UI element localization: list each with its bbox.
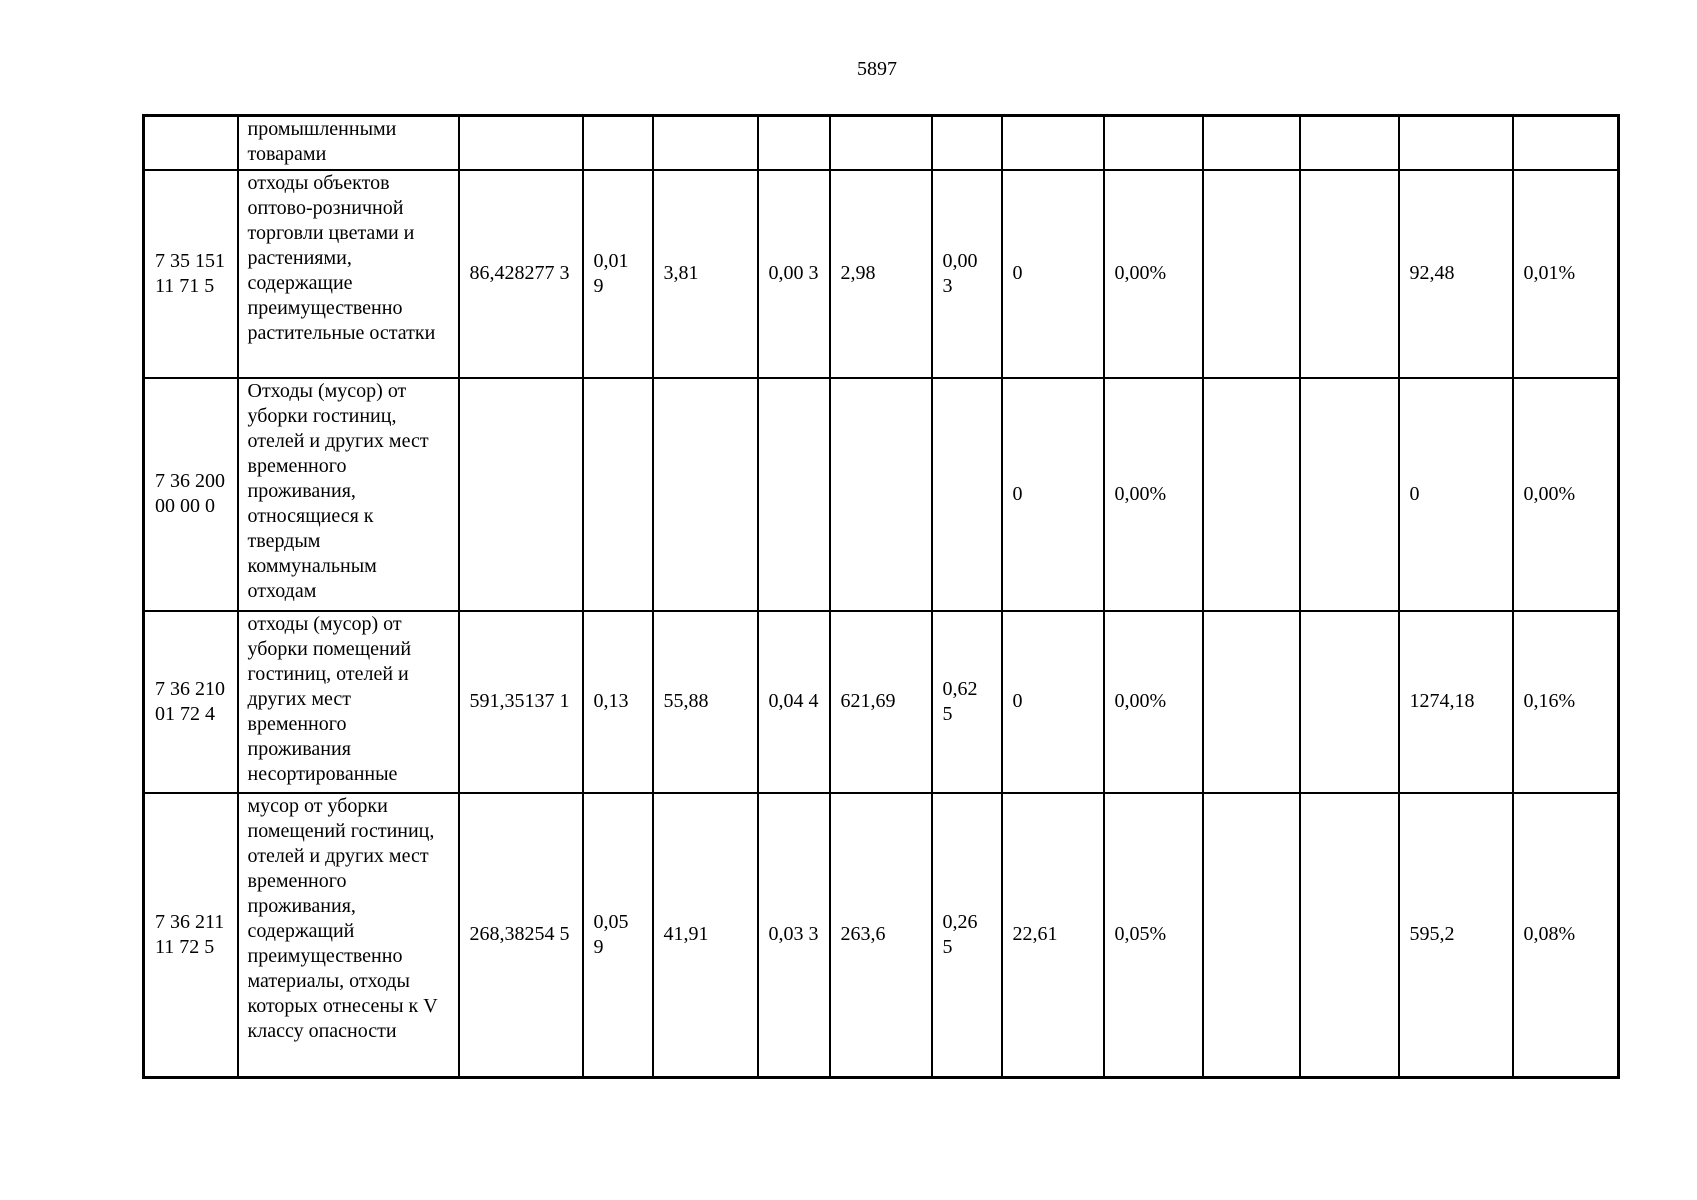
value-cell [1300, 611, 1399, 793]
value-cell [583, 378, 653, 611]
value-cell: 591,35137 1 [459, 611, 583, 793]
value-cell: 92,48 [1399, 170, 1513, 378]
value-cell: 0,05 9 [583, 793, 653, 1078]
value-cell [653, 116, 758, 170]
value-cell: 0,08% [1513, 793, 1619, 1078]
value-cell [758, 116, 830, 170]
waste-name-cell: отходы (мусор) от уборки помещений гостиниц, отелей и других мест временного проживания несортированные [238, 611, 459, 793]
value-cell: 0,00 3 [758, 170, 830, 378]
value-cell: 268,38254 5 [459, 793, 583, 1078]
value-cell [1203, 793, 1300, 1078]
waste-name-cell: мусор от уборки помещений гостиниц, отелей и других мест временного проживания, содержащий преимущественно материалы, отходы которых отнесены к V классу опасности [238, 793, 459, 1078]
value-cell: 0,16% [1513, 611, 1619, 793]
value-cell [1513, 116, 1619, 170]
value-cell [1104, 116, 1203, 170]
waste-code-cell: 7 36 200 00 00 0 [144, 378, 238, 611]
value-cell: 0,04 4 [758, 611, 830, 793]
value-cell: 0,01% [1513, 170, 1619, 378]
table-row [144, 611, 1619, 793]
value-cell: 22,61 [1002, 793, 1104, 1078]
value-cell [758, 378, 830, 611]
table-row [144, 116, 1619, 170]
waste-name-cell: промышленными товарами [238, 116, 459, 170]
waste-code-cell: 7 36 211 11 72 5 [144, 793, 238, 1078]
value-cell [1203, 611, 1300, 793]
value-cell [1399, 116, 1513, 170]
waste-name-cell: Отходы (мусор) от уборки гостиниц, отелей и других мест временного проживания, относящиеся к твердым коммунальным отходам [238, 378, 459, 611]
value-cell [932, 116, 1002, 170]
value-cell: 621,69 [830, 611, 932, 793]
value-cell: 0,00% [1104, 611, 1203, 793]
value-cell: 55,88 [653, 611, 758, 793]
value-cell [1300, 170, 1399, 378]
value-cell: 0,00% [1104, 170, 1203, 378]
value-cell: 86,428277 3 [459, 170, 583, 378]
value-cell: 0,01 9 [583, 170, 653, 378]
value-cell [459, 116, 583, 170]
value-cell: 0,13 [583, 611, 653, 793]
table-row [144, 378, 1619, 611]
page-number: 5897 [857, 58, 897, 80]
waste-code-cell [144, 116, 238, 170]
table-row [144, 793, 1619, 1078]
value-cell: 2,98 [830, 170, 932, 378]
value-cell [459, 378, 583, 611]
value-cell: 0 [1399, 378, 1513, 611]
value-cell: 0,00 3 [932, 170, 1002, 378]
value-cell [830, 378, 932, 611]
value-cell: 0 [1002, 170, 1104, 378]
value-cell [1300, 793, 1399, 1078]
value-cell [1002, 116, 1104, 170]
value-cell [1203, 170, 1300, 378]
table-row [144, 170, 1619, 378]
value-cell: 0,05% [1104, 793, 1203, 1078]
value-cell: 0,00% [1104, 378, 1203, 611]
value-cell: 3,81 [653, 170, 758, 378]
waste-table [142, 114, 1620, 1079]
value-cell [830, 116, 932, 170]
value-cell: 0 [1002, 611, 1104, 793]
waste-code-cell: 7 35 151 11 71 5 [144, 170, 238, 378]
value-cell [1300, 116, 1399, 170]
value-cell: 41,91 [653, 793, 758, 1078]
value-cell [932, 378, 1002, 611]
value-cell: 595,2 [1399, 793, 1513, 1078]
value-cell: 263,6 [830, 793, 932, 1078]
value-cell: 0,62 5 [932, 611, 1002, 793]
value-cell [1203, 378, 1300, 611]
value-cell: 0,26 5 [932, 793, 1002, 1078]
value-cell [1203, 116, 1300, 170]
value-cell [653, 378, 758, 611]
value-cell: 0 [1002, 378, 1104, 611]
waste-name-cell: отходы объектов оптово-розничной торговли цветами и растениями, содержащие преимущественно растительные остатки [238, 170, 459, 378]
value-cell: 0,03 3 [758, 793, 830, 1078]
value-cell [1300, 378, 1399, 611]
value-cell: 0,00% [1513, 378, 1619, 611]
waste-code-cell: 7 36 210 01 72 4 [144, 611, 238, 793]
value-cell [583, 116, 653, 170]
value-cell: 1274,18 [1399, 611, 1513, 793]
